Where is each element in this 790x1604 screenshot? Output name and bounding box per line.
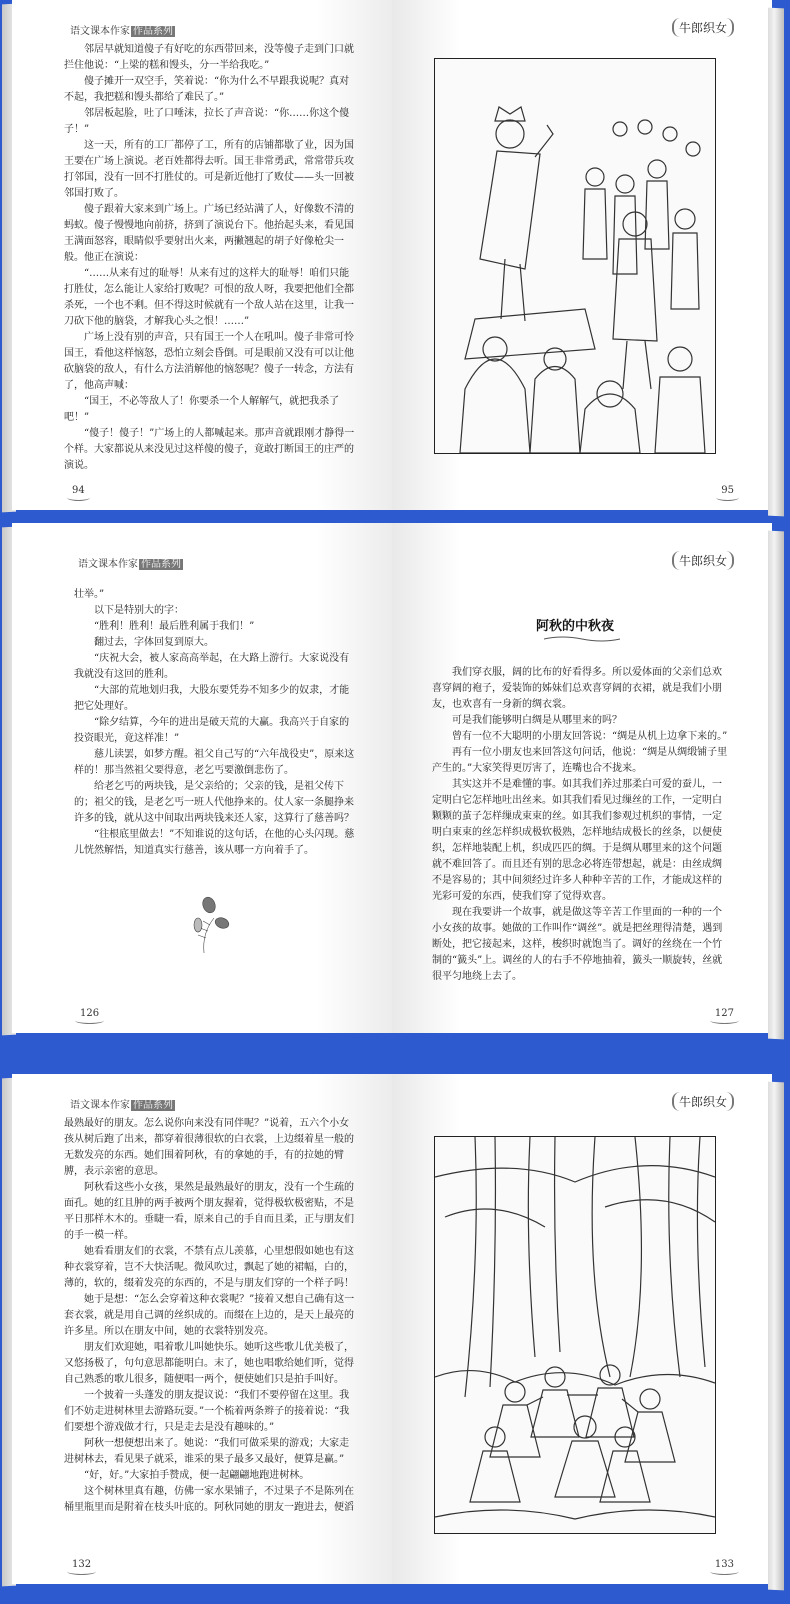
page-94 (12, 0, 392, 510)
spread-1 (12, 0, 772, 510)
book-title-badge: 牛郎织女 (672, 551, 734, 570)
page-133 (392, 1074, 772, 1584)
page-126 (12, 523, 392, 1033)
paragraph: “除夕结算，今年的进出是破天荒的大赢。我高兴于自家的投资眼光，竟这样准！” (74, 717, 350, 744)
paragraph: 阿秋看这些小女孩，果然是最熟最好的朋友，没有一个生疏的面孔。她的红且肿的两手被两个朋友握着，觉得极软极密贴，不是平日那样木木的。垂睫一看，原来自己的手自而且柔，正与朋友们的手一模一样。 (64, 1182, 354, 1241)
page-number: 126 (80, 1008, 100, 1019)
paragraph: 以下是特别大的字： (94, 605, 184, 616)
page-127 (392, 523, 772, 1033)
paragraph: “胜利！胜利！最后胜利属于我们！” (94, 621, 255, 632)
page-body (64, 1116, 356, 1516)
paragraph: 壮举。” (74, 589, 105, 600)
paragraph: “好，好。”大家拍手赞成，便一起翩翩地跑进树林。 (84, 1470, 310, 1481)
paragraph: 她于是想：“怎么会穿着这种衣裳呢？”接着又想自己确有这一套衣裳，就是用自己调的丝织成的。而缀在上边的，是天上最亮的许多星。所以在朋友中间，她的衣裳特别发亮。 (64, 1294, 355, 1337)
series-name: 语文课本作家 (70, 26, 130, 37)
chapter-title: 阿秋的中秋夜 (535, 619, 614, 634)
paragraph: “国王，不必等敌人了！你要杀一个人解解气，就把我杀了吧！” (64, 396, 340, 423)
series-tag: 作品系列 (133, 26, 173, 37)
paragraph: 给老乞丐的两块钱，是父亲给的；父亲的钱，是祖父传下的；祖父的钱，是老乞丐一班人代他挣来的。仗人家一条腿挣来许多的钱，就从这中间取出两块钱来还人家，这算行了慈善吗？ (74, 781, 354, 824)
page-number: 94 (72, 485, 85, 496)
paragraph: 翻过去，字体回复到原大。 (94, 637, 214, 648)
series-tag: 作品系列 (141, 559, 181, 570)
book-title-badge: 牛郎织女 (672, 18, 734, 37)
paragraph: 傻子摊开一双空手，笑着说：“你为什么不早跟我说呢？真对不起，我把糕和馒头都给了难民了。” (64, 76, 350, 103)
paragraph: 一个披着一头蓬发的朋友提议说：“我们不要停留在这里。我们不妨走进树林里去游路玩耍。”一个梳着两条辫子的接着说：“我们要想个游戏做才行，只是走去是没有趣味的。” (64, 1390, 350, 1433)
illustration-king-crowd (434, 58, 716, 454)
spread-3 (12, 1074, 772, 1584)
paragraph: 最熟最好的朋友。怎么说你向来没有同伴呢？”说着，五六个小女孩从树后跑了出来，都穿着很薄很软的白衣裳，上边缀着星一般的无数发亮的东西。她们围着阿秋，有的拿她的手，有的拉她的臂膊，表示亲密的意思。 (64, 1118, 354, 1177)
page-95 (392, 0, 772, 510)
paragraph: 傻子跟着大家来到广场上。广场已经站满了人，好像数不清的蚂蚁。傻子慢慢地向前挤，挤到了演说台下。他抬起头来，看见国王满面怒容，眼睛似乎要射出火来，两撇翘起的胡子好像枪尖一般。他正在演说： (64, 204, 354, 263)
page-number: 132 (72, 1559, 92, 1570)
paragraph: “庆祝大会，被人家高高举起，在大路上游行。大家说没有我就没有这回的胜利。 (74, 653, 350, 680)
page-number: 133 (714, 1559, 734, 1570)
paragraph: “往根底里做去！”不知谁说的这句话，在他的心头闪现。慈儿恍然解悟，知道真实行慈善，该从哪一方向着手了。 (74, 829, 355, 856)
paragraph: “……从来有过的耻辱！从来有过的这样大的耻辱！咱们只能打胜仗，怎么能让人家给打败呢？可恨的敌人呀，我要把他们全都杀死，一个也不剩。但不得这时候就有一个敌人站在这里，让我一刀砍下他的脑袋，才解我心头之恨！……” (64, 268, 354, 327)
feather-decoration (184, 883, 244, 963)
paragraph: 慈儿读罢，如梦方醒。祖父自己写的“六年战役史”，原来这样的！那当然祖父要得意，老乞丐要激倒悲伤了。 (74, 749, 355, 776)
paragraph: 这一天，所有的工厂都停了工，所有的店铺都歇了业，因为国王要在广场上演说。老百姓都得去听。国王非常勇武，常常带兵攻打邻国，没有一回不打胜仗的。可是新近他打了败仗——头一回被邻国打败了。 (64, 140, 354, 199)
illustration-forest-dance (434, 1136, 716, 1534)
series-header (78, 555, 183, 570)
paragraph: “大部的荒地划归我，大股东要凭券不知多少的奴隶，才能把它处理好。 (74, 685, 350, 712)
paragraph: 现在我要讲一个故事，就是做这等辛苦工作里面的一种的一个小女孩的故事。她做的工作叫作“调丝”。就是把丝理得清楚，遇到断处，把它接起来，这样，梭织时就饱当了。调好的丝绕在一个竹制的“籖头”上。调丝的人的右手不停地抽着，籖头一顺旋转，丝就很平匀地绕上去了。 (432, 907, 723, 982)
paragraph: 曾有一位不大聪明的小朋友回答说：“绸是从机上边拿下来的。” (452, 731, 728, 742)
series-header (70, 1096, 175, 1111)
chapter-ornament (542, 635, 622, 643)
page-132 (12, 1074, 392, 1584)
series-name: 语文课本作家 (70, 1100, 130, 1111)
paragraph: 朋友们欢迎她，唱着歌儿叫她快乐。她听这些歌儿优美极了，又悠扬极了，句句意思都能明白。末了，她也唱歌给她们听，觉得自己熟悉的歌儿很多，随便唱一两个，便使她们只是拍手叫好。 (64, 1342, 354, 1385)
page-body (432, 665, 728, 985)
book-title-badge: 牛郎织女 (672, 1092, 734, 1111)
paragraph: 邻居板起脸，吐了口唾沫，拉长了声音说：“你……你这个傻子！” (64, 108, 350, 135)
paragraph: “傻子！傻子！”广场上的人都喊起来。那声音就跟刚才静得一个样。大家都说从来没见过这样傻的傻子，竟敢打断国王的庄严的演说。 (64, 428, 355, 471)
spread-2 (12, 523, 772, 1033)
paragraph: 其实这并不是难懂的事。如其我们养过那柔白可爱的蚕儿，一定明白它怎样地吐出丝来。如其我们看见过缫丝的工作，一定明白颗颗的茧子怎样缫成束束的丝。如其我们参观过机织的事情，一定明白束束的丝怎样织成极软极熟，怎样地结成极长的丝条，以便使织，怎样地装配上机，织成匹匹的绸。于是绸从哪里来的这个问题就不难回答了。而且还有别的思念必将连带想起，就是：由丝成绸不是容易的；其中间须经过许多人种种辛苦的工作，才能成这样的光彩可爱的东西，使我们穿了觉得欢喜。 (432, 779, 722, 902)
series-tag: 作品系列 (133, 1100, 173, 1111)
page-body (64, 42, 356, 474)
page-body (74, 587, 356, 859)
paragraph: 邻居早就知道傻子有好吃的东西带回来，没等傻子走到门口就拦住他说：“上梁的糕和馒头，分一半给我吃。” (64, 44, 354, 71)
page-number: 95 (721, 485, 734, 496)
series-name: 语文课本作家 (78, 559, 138, 570)
paragraph: 可是我们能够明白绸是从哪里来的吗？ (452, 715, 622, 726)
series-header (70, 22, 175, 37)
paragraph: 这个树林里真有趣，仿佛一家水果铺子，不过果子不是陈列在桶里瓶里而是附着在枝头叶底的。阿秋同她的朋友一跑进去，便滔 (64, 1486, 354, 1513)
paragraph: 再有一位小朋友也来回答这句问话，他说：“绸是从绸缎铺子里产生的。”大家笑得更厉害了，连嘴也合不拢来。 (432, 747, 728, 774)
paragraph: 阿秋一想便想出来了。她说：“我们可做采果的游戏；大家走进树林去，看见果子就采，谁采的果子最多又最好，便算是赢。” (64, 1438, 350, 1465)
paragraph: 广场上没有别的声音，只有国王一个人在吼叫。傻子非常可怜国王，看他这样恼怒，恐怕立刻会昏倒。可是眼前又没有可以让他砍脑袋的敌人，有什么方法消解他的恼怒呢？傻子一转念，方法有了，他高声喊： (64, 332, 354, 391)
paragraph: 她看看朋友们的衣裳，不禁有点儿羡慕，心里想假如她也有这种衣裳穿着，岂不大快活呢。微风吹过，飘起了她的裙幅，白的，薄的，软的，缀着发亮的东西的，不是与朋友们穿的一个样子吗！ (64, 1246, 354, 1289)
page-number: 127 (714, 1008, 734, 1019)
paragraph: 我们穿衣服，阔的比布的好看得多。所以爱体面的父亲们总欢喜穿阔的袍子，爱装饰的姊妹们总欢喜穿阔的衣裙，就是我们小朋友，也欢喜有一身新的绸衣裳。 (432, 667, 722, 710)
